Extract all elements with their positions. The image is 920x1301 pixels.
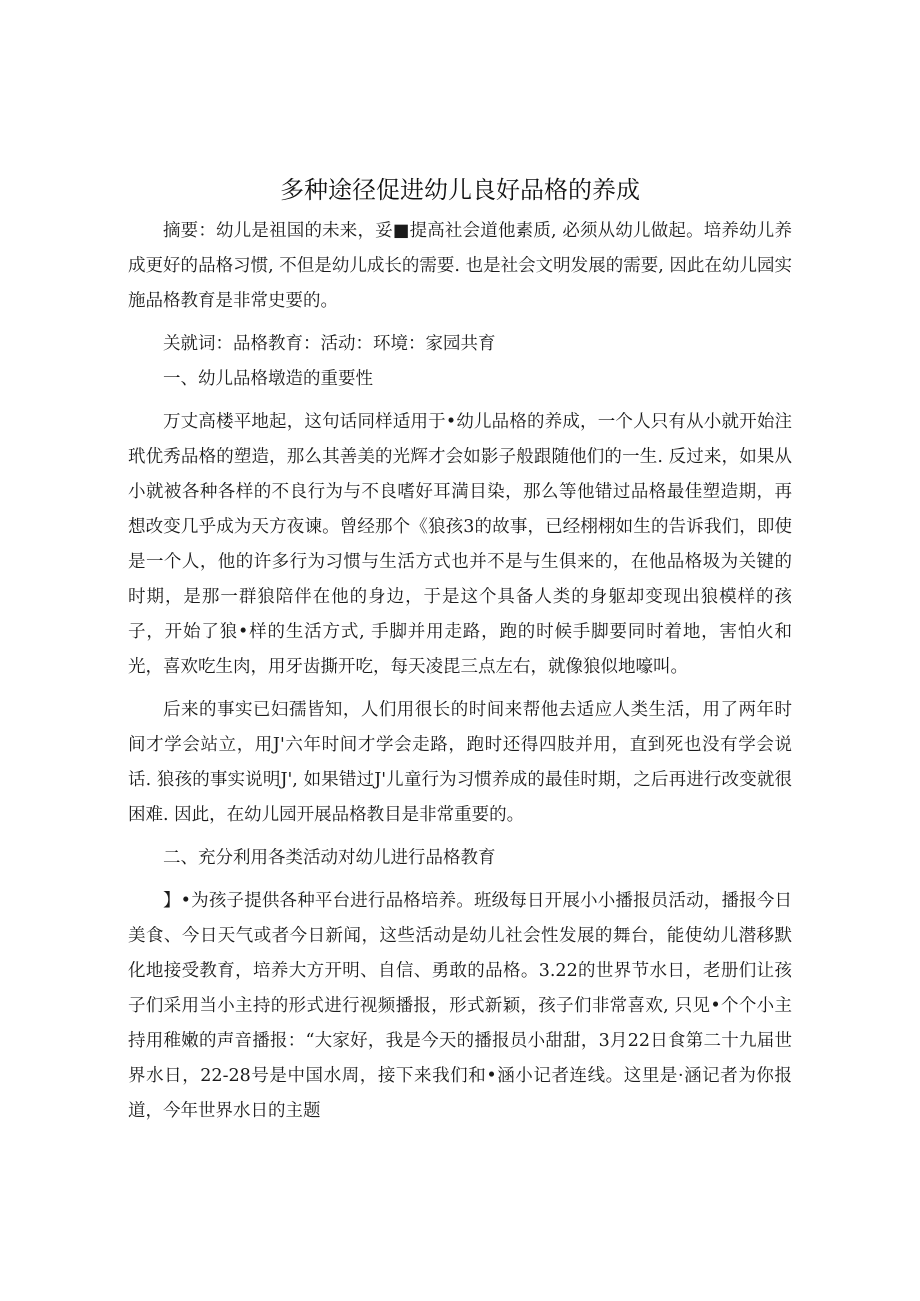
keywords-line: 关就词：品格教育：活动：环境：家园共育 bbox=[163, 334, 496, 354]
section-heading-1: 一、幼儿品格墩造的重要性 bbox=[163, 369, 373, 389]
section1-paragraph-1: 万丈高楼平地起，这句话同样适用于•幼儿品格的养成，一个人只有从小就开始注玳优秀品格的塑造，那么其善美的光辉才会如影子般跟随他们的一生. 反过来，如果从小就被各种各样的不良行为与不良嗜好耳満目染，那么等他错过品格最佳塑造期，再想改变几乎成为天方夜谏。曾经那个《狼孩3的故事，已经栩栩如生的告诉我们，即使是一个人，他的许多行为习惯与生活方式也并不是与生俱来的，在他品格圾为关键的时期，是那一群狼陪伴在他的身边，于是这个具备人类的身躯却变现出狼模样的孩子，开始了狼•样的生活方式, 手脚并用走路，跑的时候手脚要同时着地，害怕火和光，喜欢吃生肉，用牙齿撕开吃，每天凌毘三点左右，就像狼似地嚎叫。 bbox=[128, 412, 792, 677]
abstract-paragraph: 摘要：幼儿是祖国的未来，妥■提高社会道他素质, 必须从幼儿做起。培养幼儿养成更好的品格习惯, 不但是幼儿成长的需要. 也是社会文明发展的需要, 因此在幼儿园实施品格教育是非常史要的。 bbox=[128, 221, 792, 311]
document-body bbox=[128, 214, 792, 1129]
section-heading-2: 二、充分利用各类活动对幼儿进行品格教育 bbox=[163, 848, 496, 868]
section2-paragraph-1: 】•为孩子提供各种平台进行品格培养。班级每日开展小小播报员活动，播报今日美食、今日天气或者今日新闻，这些活动是幼儿社会性发展的舞台，能使幼儿潜移默化地接受教育，培养大方开明、自信、勇敢的品格。3.22的世界节水日，老册们让孩子们采用当小主持的形式进行视频播报，形式新颖，孩子们非常喜欢, 只见•个个小主持用稚嫩的声音播报：“大家好，我是今天的播报员小甜甜，3月22日食第二十九届世界水日，22-28号是中国水周，接下来我们和•涵小记者连线。这里是·涵记者为你报道，今年世界水日的主题 bbox=[128, 891, 792, 1121]
document-title: 多种途径促进幼儿良好品格的养成 bbox=[280, 176, 640, 204]
section1-paragraph-2: 后来的事实已妇孺皆知，人们用很长的时间来帮他去适应人类生活，用了两年时间才学会站立，用J'六年时间才学会走路，跑时还得四肢并用，直到死也没有学会说话. 狼孩的事实说明J', 如果错过J'儿童行为习惯养成的最佳时期，之后再进行改变就很困难. 因此，在幼儿园开展品格教目是非常重要的。 bbox=[128, 700, 792, 825]
